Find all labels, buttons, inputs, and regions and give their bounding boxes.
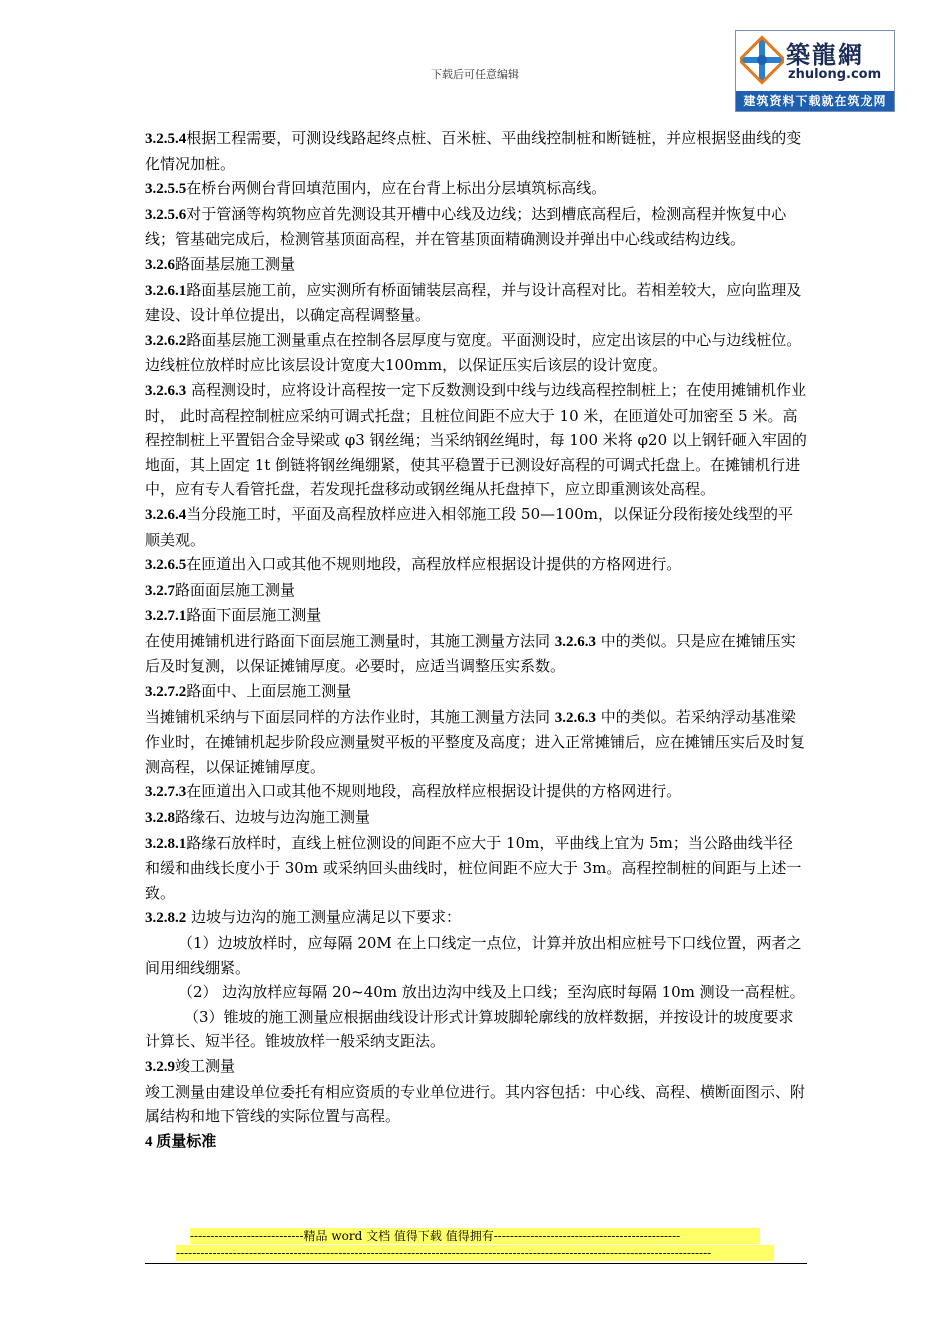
clause-number: 3.2.8.1 bbox=[145, 835, 187, 852]
paragraph bbox=[145, 578, 807, 604]
clause-text: 竣工测量 bbox=[175, 1056, 236, 1075]
clause-number: 3.2.7.2 bbox=[145, 684, 187, 701]
clause-text: 在匝道出入口或其他不规则地段，高程放样应根据设计提供的方格网进行。 bbox=[186, 782, 682, 801]
clause-reference: 3.2.6.3 bbox=[554, 709, 597, 726]
paragraph-text: （3）锥坡的施工测量应根据曲线设计形式计算坡脚轮廓线的放样数据，并按设计的坡度要求计算长、短半径。锥坡放样一般采纳支距法。 bbox=[145, 1007, 794, 1051]
paragraph-text-tail: 中的类似。若采纳浮动基准梁作业时，在摊铺机起步阶段应测量熨平板的平整度及高度；进入正常摊铺后，应在摊铺压实后及时复测高程，以保证摊铺厚度。 bbox=[145, 707, 806, 776]
paragraph bbox=[145, 980, 807, 1005]
clause-text: 路面基层施工测量 bbox=[175, 254, 296, 273]
clause-text: 路面中、上面层施工测量 bbox=[186, 682, 352, 701]
paragraph-text-tail: 中的类似。只是应在摊铺压实后及时复测，以保证摊铺厚度。必要时，应适当调整压实系数。 bbox=[145, 631, 796, 676]
clause-number: 3.2.6.5 bbox=[145, 557, 187, 574]
logo-domain: zhulong.com bbox=[788, 67, 882, 82]
clause-text: 路面面层施工测量 bbox=[175, 580, 296, 599]
logo-slogan: 建筑资料下载就在筑龙网 bbox=[736, 91, 894, 111]
paragraph-text: 在使用摊铺机进行路面下面层施工测量时，其施工测量方法同 bbox=[145, 631, 555, 650]
clause-number: 3.2.5.6 bbox=[145, 206, 187, 223]
logo-chinese-name: 築龍網 bbox=[786, 40, 864, 69]
footer-dashes: ------------------------------------------------------------------------------------------------------------------------------------ bbox=[176, 1245, 774, 1261]
paragraph bbox=[145, 1054, 807, 1080]
clause-text: 路缘石、边坡与边沟施工测量 bbox=[175, 808, 371, 827]
clause-number: 3.2.9 bbox=[145, 1058, 175, 1075]
clause-number: 3.2.8 bbox=[145, 810, 175, 827]
paragraph bbox=[145, 931, 807, 980]
paragraph bbox=[145, 831, 807, 906]
paragraph-text: （2） 边沟放样应每隔 20~40m 放出边沟中线及上口线；至沟底时每隔 10m 测设一高程桩。 bbox=[178, 983, 805, 1002]
clause-text: 当分段施工时，平面及高程放样应进入相邻施工段 50—100m，以保证分段衔接处线型的平顺美观。 bbox=[145, 504, 793, 549]
clause-reference: 3.2.6.3 bbox=[554, 633, 597, 650]
paragraph bbox=[145, 705, 807, 780]
clause-text: 路面基层施工前，应实测所有桥面铺装层高程，并与设计高程对比。若相差较大，应向监理及建设、设计单位提出，以确定高程调整量。 bbox=[145, 280, 802, 325]
clause-text: 边坡与边沟的施工测量应满足以下要求： bbox=[186, 908, 462, 927]
clause-number: 3.2.5.4 bbox=[145, 131, 187, 147]
paragraph bbox=[145, 328, 807, 378]
clause-text: 在匝道出入口或其他不规则地段，高程放样应根据设计提供的方格网进行。 bbox=[186, 555, 682, 574]
paragraph bbox=[145, 552, 807, 578]
clause-number: 4 质量标准 bbox=[145, 1133, 217, 1150]
paragraph bbox=[145, 202, 807, 252]
clause-number: 3.2.6.4 bbox=[145, 506, 187, 523]
clause-number: 3.2.6.3 bbox=[145, 382, 187, 399]
paragraph bbox=[145, 176, 807, 202]
footer-rule bbox=[145, 1263, 807, 1264]
clause-number: 3.2.6.1 bbox=[145, 282, 187, 299]
clause-number: 3.2.6.2 bbox=[145, 332, 187, 349]
clause-text: 路缘石放样时，直线上桩位测设的间距不应大于 10m，平曲线上宜为 5m；当公路曲线半径和缓和曲线长度小于 30m 或采纳回头曲线时，桩位间距不应大于 3m。高程控制桩的间距与上述一致。 bbox=[145, 833, 802, 902]
document-body bbox=[145, 126, 807, 1154]
clause-number: 3.2.7.3 bbox=[145, 784, 187, 801]
paragraph-text: （1）边坡放样时，应每隔 20M 在上口线定一点位，计算并放出相应桩号下口线位置，两者之间用细线绷紧。 bbox=[145, 934, 802, 977]
clause-number: 3.2.7 bbox=[145, 582, 175, 599]
paragraph bbox=[145, 1129, 807, 1155]
zhulong-logo bbox=[735, 30, 895, 112]
clause-number: 3.2.8.2 bbox=[145, 910, 187, 927]
paragraph bbox=[145, 1080, 807, 1129]
snowflake-logo-icon bbox=[740, 35, 784, 85]
paragraph-text: 竣工测量由建设单位委托有相应资质的专业单位进行。其内容包括：中心线、高程、横断面图示、附属结构和地下管线的实际位置与高程。 bbox=[145, 1082, 806, 1126]
paragraph bbox=[145, 278, 807, 328]
clause-text: 路面基层施工测量重点在控制各层厚度与宽度。平面测设时，应定出该层的中心与边线桩位。边线桩位放样时应比该层设计宽度大100mm，以保证压实后该层的设计宽度。 bbox=[145, 330, 802, 375]
clause-number: 3.2.5.5 bbox=[145, 181, 187, 198]
clause-text: 在桥台两侧台背回填范围内，应在台背上标出分层填筑标高线。 bbox=[186, 179, 607, 198]
paragraph bbox=[145, 629, 807, 679]
clause-text: 根据工程需要，可测设线路起终点桩、百米桩、平曲线控制桩和断链桩，并应根据竖曲线的变化情况加桩。 bbox=[145, 129, 802, 173]
paragraph bbox=[145, 252, 807, 278]
paragraph bbox=[145, 603, 807, 629]
paragraph bbox=[145, 779, 807, 805]
clause-text: 路面下面层施工测量 bbox=[186, 606, 322, 625]
paragraph bbox=[145, 679, 807, 705]
clause-text: 高程测设时，应将设计高程按一定下反数测设到中线与边线高程控制桩上；在使用摊铺机作业时， 此时高程控制桩应采纳可调式托盘；且桩位间距不应大于 10 米，在匝道处可加密至 5 米。高程控制桩上平置铝合金导梁或 φ3 钢丝绳；当采纳钢丝绳时，每 100 米将 φ20 以上钢钎砸入牢固的地面，其上固定 1t 倒链将钢丝绳绷紧，使其平稳置于已测设好高程的可调式托盘上。在摊铺机行进中，应有专人看管托盘，若发现托盘移动或钢丝绳从托盘掉下，应立即重测该处高程。 bbox=[145, 380, 807, 499]
paragraph bbox=[145, 502, 807, 552]
paragraph bbox=[145, 905, 807, 931]
paragraph-text: 当摊铺机采纳与下面层同样的方法作业时，其施工测量方法同 bbox=[145, 707, 555, 726]
clause-text: 对于管涵等构筑物应首先测设其开槽中心线及边线；达到槽底高程后，检测高程并恢复中心线；管基础完成后，检测管基顶面高程，并在管基顶面精确测设并弹出中心线或结构边线。 bbox=[145, 204, 787, 249]
footer-banner: ----------------------------精品 word 文档 值得下载 值得拥有---------------------------------------------- bbox=[190, 1228, 760, 1244]
header-note: 下载后可任意编辑 bbox=[431, 68, 519, 81]
clause-number: 3.2.6 bbox=[145, 256, 175, 273]
paragraph bbox=[145, 378, 807, 502]
paragraph bbox=[145, 126, 807, 176]
clause-number: 3.2.7.1 bbox=[145, 608, 187, 625]
paragraph bbox=[145, 805, 807, 831]
paragraph bbox=[145, 1005, 807, 1054]
